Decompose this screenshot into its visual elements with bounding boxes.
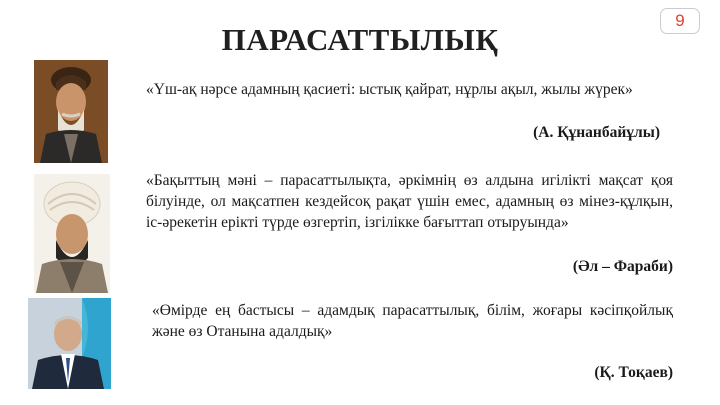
quote-al-farabi: «Бақыттың мәні – парасаттылықта, әркімнің өз алдына игілікті мақсат қоя білуінде, ол мақсатпен кездейсоқ рақат үшін емес, адамның өз мінез-құлқын, іс-әрекетін ерікті түрде өзгертіп, ізгілікке бағыттап отыруында»: [146, 172, 673, 231]
quote-abai: «Үш-ақ нәрсе адамның қасиеті: ыстық қайрат, нұрлы ақыл, жылы жүрек»: [146, 81, 633, 98]
author-tokayev: (Қ. Тоқаев): [594, 364, 673, 381]
portrait-tokayev: [28, 298, 111, 389]
quote-tokayev: «Өмірде ең бастысы – адамдық парасаттылық, білім, жоғары кәсіпқойлық және өз Отанына адалдық»: [152, 302, 673, 340]
page-number-badge: 9: [660, 8, 700, 34]
slide-title: ПАРАСАТТЫЛЫҚ: [221, 22, 499, 57]
portrait-abai: [34, 60, 108, 163]
author-abai: (А. Құнанбайұлы): [533, 124, 660, 141]
portrait-al-farabi: [34, 174, 110, 293]
author-al-farabi: (Әл – Фараби): [572, 258, 673, 275]
